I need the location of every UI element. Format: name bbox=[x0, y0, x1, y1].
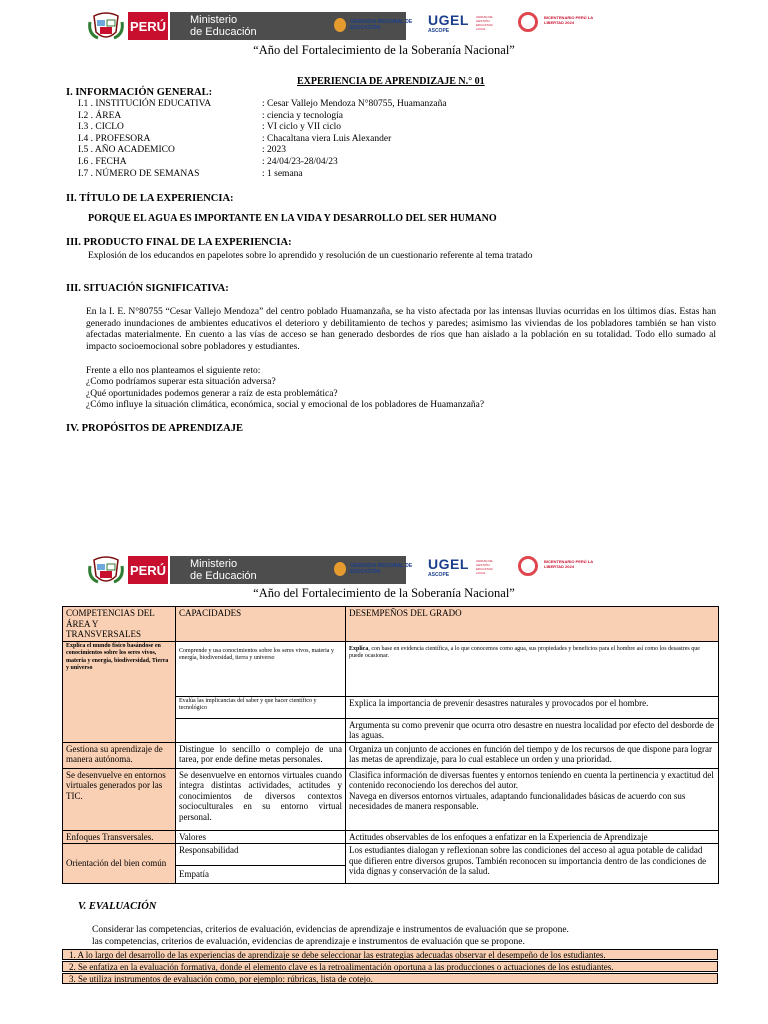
performance-organiza: Organiza un conjunto de acciones en función del tiempo y de los recursos de que dispone para lograr las metas de aprendizaje, para lo cual establece un orden y una prioridad. bbox=[346, 742, 719, 768]
enfoques-label: Enfoques Transversales. bbox=[63, 830, 176, 844]
evaluation-line-1: Considerar las competencias, criterios de evaluación, evidencias de aprendizaje e instrumentos de evaluación que se propone. bbox=[92, 925, 569, 935]
bicentenario-ring-icon bbox=[518, 556, 538, 576]
bicentenario-logo bbox=[518, 554, 598, 584]
peru-label: PERÚ bbox=[128, 12, 168, 40]
situation-paragraph: En la I. E. N°80755 “Cesar Vallejo Mendoza” del centro poblado Huamanzaña, se ha visto afectada por las intensas lluvias ocurridas en los últimos días. Estas han generado inundaciones de ambientes educativos el deterioro y debilitamiento de techos y paredes; asimismo las viviendas de los pobladores también se han visto afectadas materialmente. En cuento a las vías de acceso se han generado desbordes de ríos que han aislado a la población en su totalidad. Todo ello sumado al impacto socioemocional sobre pobladores y estudiantes. bbox=[86, 307, 716, 352]
info-label: I.1 . INSTITUCIÓN EDUCATIVA bbox=[78, 99, 212, 109]
ugel-logo bbox=[428, 556, 498, 582]
capacity-entornos: Se desenvuelve en entornos virtuales cuando integra distintas actividades, actitudes y conocimientos de diversos contextos socioculturales en su entorno virtual personal. bbox=[176, 768, 346, 830]
capacity-evalua: Evalúa las implicancias del saber y que hacer científico y tecnológico bbox=[176, 696, 346, 718]
info-label: I.6 . FECHA bbox=[78, 157, 127, 167]
performance-explica-rest: , con base en evidencia científica, a lo que conocemos como agua, sus propiedades y beneficios para el hombre así como los desastres que puede ocasionar. bbox=[349, 645, 700, 659]
info-value: : VI ciclo y VII ciclo bbox=[262, 122, 342, 133]
gerencia-text: GERENCIA REGIONAL DE EDUCACIÓN bbox=[350, 563, 413, 575]
doc-title: EXPERIENCIA DE APRENDIZAJE N.° 01 bbox=[297, 76, 485, 87]
gerencia-emblem-icon bbox=[334, 18, 346, 32]
section2-heading: II. TÍTULO DE LA EXPERIENCIA: bbox=[66, 193, 234, 204]
gerencia-text: GERENCIA REGIONAL DE EDUCACIÓN bbox=[350, 19, 413, 31]
coat-of-arms-icon bbox=[88, 10, 124, 42]
competencies-table bbox=[62, 606, 719, 884]
info-value: : Chacaltana viera Luis Alexander bbox=[262, 133, 392, 144]
evaluation-item-3: 3. Se utiliza instrumentos de evaluación como, por ejemplo: rúbricas, lista de cotejo. bbox=[62, 973, 718, 984]
performance-navega: Navega en diversos entornos virtuales, adaptando funcionalidades básicas de acuerdo con sus necesidades de manera responsable. bbox=[349, 790, 686, 811]
info-value: : 24/04/23-28/04/23 bbox=[262, 157, 338, 167]
challenge-question-2: ¿Qué oportunidades podemos generar a raíz de esta problemática? bbox=[86, 389, 338, 399]
section1-heading: I. INFORMACIÓN GENERAL: bbox=[66, 87, 213, 98]
valor-empatia: Empatía bbox=[176, 866, 346, 884]
info-label: I.4 . PROFESORA bbox=[78, 133, 151, 144]
year-motto: “Año del Fortalecimiento de la Soberanía Nacional” bbox=[253, 586, 515, 600]
valores-label: Valores bbox=[176, 830, 346, 844]
info-label: I.3 . CICLO bbox=[78, 122, 124, 133]
section3-heading: III. PRODUCTO FINAL DE LA EXPERIENCIA: bbox=[66, 237, 292, 248]
empty-cell bbox=[176, 718, 346, 742]
ministerio-line1: Ministerio bbox=[190, 558, 238, 570]
ugel-text: UGEL bbox=[428, 12, 469, 28]
challenge-intro: Frente a ello nos planteamos el siguiente reto: bbox=[86, 366, 261, 376]
performance-explica-bold: Explica bbox=[349, 645, 369, 652]
header-capacidades: CAPACIDADES bbox=[176, 607, 346, 642]
capacity-distingue: Distingue lo sencillo o complejo de una tarea, por ende define metas personales. bbox=[176, 742, 346, 768]
actitudes-label: Actitudes observables de los enfoques a enfatizar en la Experiencia de Aprendizaje bbox=[346, 830, 719, 844]
competency-tic: Se desenvuelve en entornos virtuales generados por las TIC. bbox=[63, 768, 176, 830]
valor-responsabilidad: Responsabilidad bbox=[176, 844, 346, 866]
performance-explica-agua bbox=[346, 641, 719, 696]
ministerio-line2: de Educación bbox=[190, 26, 257, 38]
year-motto: “Año del Fortalecimiento de la Soberanía Nacional” bbox=[253, 43, 515, 57]
bicentenario-ring-icon bbox=[518, 12, 538, 32]
ugel-text: UGEL bbox=[428, 556, 469, 572]
experience-title: PORQUE EL AGUA ES IMPORTANTE EN LA VIDA Y DESARROLLO DEL SER HUMANO bbox=[88, 213, 497, 224]
gerencia-emblem-icon bbox=[334, 562, 346, 576]
ugel-lines: UNIDAD DE GESTIÓN EDUCATIVA LOCAL bbox=[476, 559, 493, 575]
info-label: I.5 . AÑO ACADEMICO bbox=[78, 145, 175, 156]
info-value: : ciencia y tecnología bbox=[262, 110, 343, 121]
evaluation-line-2: las competencias, criterios de evaluación, evidencias de aprendizaje e instrumentos de evaluación que se propone. bbox=[92, 937, 525, 947]
peru-label: PERÚ bbox=[128, 556, 168, 584]
performance-prevenir: Explica la importancia de prevenir desastres naturales y provocados por el hombre. bbox=[346, 696, 719, 718]
challenge-question-3: ¿Cómo influye la situación climática, económica, social y emocional de los pobladores de Huamanzaña? bbox=[86, 400, 485, 410]
header-competencias: COMPETENCIAS DEL ÁREA Y TRANSVERSALES bbox=[63, 607, 176, 642]
performance-clasifica: Clasifica información de diversas fuentes y entornos teniendo en cuenta la pertinencia y exactitud del contenido reconociendo los derechos del autor. bbox=[349, 769, 714, 790]
bicentenario-text: BICENTENARIO PERÚ LA LIBERTAD 2024 bbox=[544, 15, 593, 25]
ugel-sub: ASCOPE bbox=[428, 28, 450, 34]
info-value: : Cesar Vallejo Mendoza N°80755, Huamanzaña bbox=[262, 99, 447, 109]
performance-tic bbox=[346, 768, 719, 830]
final-product-text: Explosión de los educandos en papelotes sobre lo aprendido y resolución de un cuestionario referente al tema tratado bbox=[88, 251, 533, 261]
orientacion-bien-comun: Orientación del bien común bbox=[63, 844, 176, 884]
section6-heading: V. EVALUACIÓN bbox=[78, 901, 157, 912]
challenge-question-1: ¿Como podríamos superar esta situación adversa? bbox=[86, 377, 276, 387]
capacity-comprende: Comprende y usa conocimientos sobre los seres vivos, materia y energía, biodiversidad, tierra y universo bbox=[176, 641, 346, 696]
bicentenario-logo bbox=[518, 10, 598, 40]
competency-explica: Explica el mundo físico basándose en conocimientos sobre los seres vivos, materia y energía, biodiversidad, Tierra y universo bbox=[63, 641, 176, 742]
competency-gestiona: Gestiona su aprendizaje de manera autónoma. bbox=[63, 742, 176, 768]
ugel-lines: UNIDAD DE GESTIÓN EDUCATIVA LOCAL bbox=[476, 15, 493, 31]
ugel-logo bbox=[428, 12, 498, 38]
ministerio-line1: Ministerio bbox=[190, 14, 238, 26]
ministerio-line2: de Educación bbox=[190, 570, 257, 582]
coat-of-arms-icon bbox=[88, 554, 124, 586]
section5-heading: IV. PROPÓSITOS DE APRENDIZAJE bbox=[66, 423, 243, 434]
actitud-bien-comun: Los estudiantes dialogan y reflexionan sobre las condiciones del acceso al agua potable de calidad que difieren entre diversos grupos. También reconocen su importancia dentro de las condiciones de vida dignas y conservación de la salud. bbox=[346, 844, 719, 884]
bicentenario-text: BICENTENARIO PERÚ LA LIBERTAD 2024 bbox=[544, 559, 593, 569]
section4-heading: III. SITUACIÓN SIGNIFICATIVA: bbox=[66, 283, 229, 294]
ugel-sub: ASCOPE bbox=[428, 572, 450, 578]
header-desempenos: DESEMPEÑOS DEL GRADO bbox=[346, 607, 719, 642]
performance-argumenta: Argumenta su como prevenir que ocurra otro desastre en nuestra localidad por efecto del desborde de las aguas. bbox=[346, 718, 719, 742]
evaluation-item-1: 1. A lo largo del desarrollo de las experiencias de aprendizaje se debe seleccionar las estrategias adecuadas observar el desempeño de los estudiantes. bbox=[62, 949, 718, 960]
evaluation-item-2: 2. Se enfatiza en la evaluación formativa, donde el elemento clave es la retroalimentación oportuna a las producciones o actuaciones de los estudiantes. bbox=[62, 961, 718, 972]
gerencia-logo bbox=[334, 558, 416, 582]
gerencia-logo bbox=[334, 14, 416, 38]
page-header bbox=[88, 8, 728, 44]
info-value: : 1 semana bbox=[262, 168, 303, 179]
info-label: I.2 . ÁREA bbox=[78, 110, 122, 121]
page2-header bbox=[88, 552, 728, 588]
info-value: : 2023 bbox=[262, 145, 287, 156]
info-label: I.7 . NÚMERO DE SEMANAS bbox=[78, 168, 200, 179]
